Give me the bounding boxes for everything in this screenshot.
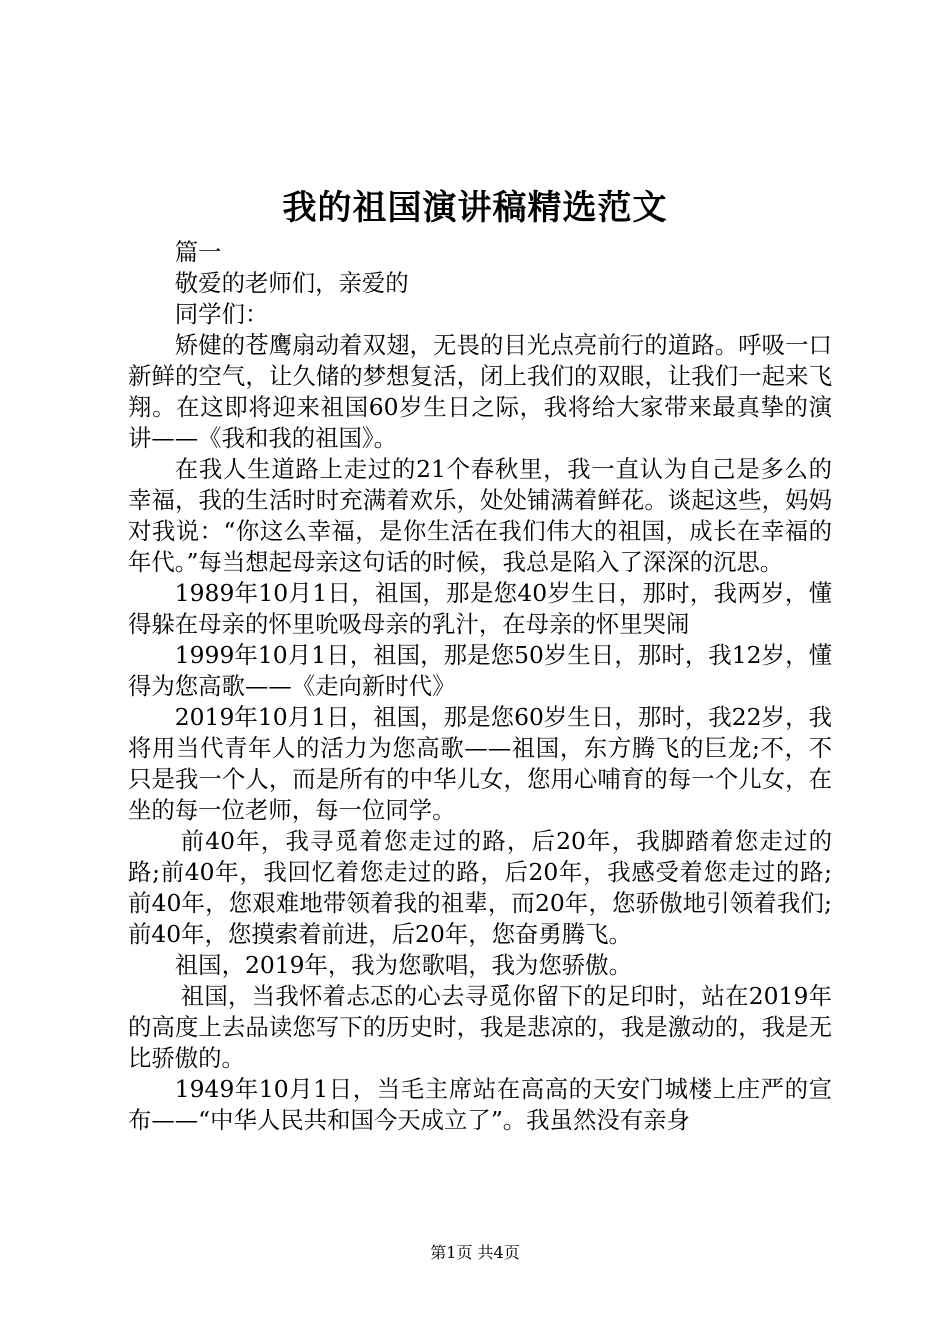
paragraph: 在我人生道路上走过的21个春秋里，我一直认为自己是多么的幸福，我的生活时时充满着欢乐，处处铺满着鲜花。谈起这些，妈妈对我说：“你这么幸福，是你生活在我们伟大的祖国，成长在幸福的年代。”每当想起母亲这句话的时候，我总是陷入了深深的沉思。 xyxy=(128,455,832,576)
paragraph: 1989年10月1日，祖国，那是您40岁生日，那时，我两岁，懂得躲在母亲的怀里吮吸母亲的乳汁，在母亲的怀里哭闹 xyxy=(128,579,832,638)
section-heading: 篇一 xyxy=(174,238,222,266)
paragraph: 1999年10月1日，祖国，那是您50岁生日，那时，我12岁，懂得为您高歌——《走向新时代》 xyxy=(128,641,832,700)
paragraph: 祖国，当我怀着忐忑的心去寻觅你留下的足印时，站在2019年的高度上去品读您写下的历史时，我是悲凉的，我是激动的，我是无比骄傲的。 xyxy=(128,982,832,1072)
paragraph: 2019年10月1日，祖国，那是您60岁生日，那时，我22岁，我将用当代青年人的活力为您高歌——祖国，东方腾飞的巨龙;不，不只是我一个人，而是所有的中华儿女，您用心哺育的每一个儿女，在坐的每一位老师，每一位同学。 xyxy=(128,703,832,824)
document-body xyxy=(128,237,832,1136)
salutation-line-2: 同学们： xyxy=(174,300,269,328)
document-title: 我的祖国演讲稿精选范文 xyxy=(282,188,668,228)
salutation-line-1: 敬爱的老师们，亲爱的 xyxy=(174,269,409,297)
paragraph: 矫健的苍鹰扇动着双翅，无畏的目光点亮前行的道路。呼吸一口新鲜的空气，让久储的梦想复活，闭上我们的双眼，让我们一起来飞翔。在这即将迎来祖国60岁生日之际，我将给大家带来最真挚的演讲——《我和我的祖国》。 xyxy=(128,331,832,452)
paragraph: 1949年10月1日，当毛主席站在高高的天安门城楼上庄严的宣布——“中华人民共和国今天成立了”。我虽然没有亲身 xyxy=(128,1075,832,1134)
paragraph: 前40年，我寻觅着您走过的路，后20年，我脚踏着您走过的路;前40年，我回忆着您走过的路，后20年，我感受着您走过的路;前40年，您艰难地带领着我的祖辈，而20年，您骄傲地引领着我们;前40年，您摸索着前进，后20年，您奋勇腾飞。 xyxy=(128,827,832,948)
page-footer: 第1页 共4页 xyxy=(430,1243,520,1262)
paragraph: 祖国，2019年，我为您歌唱，我为您骄傲。 xyxy=(174,951,632,979)
